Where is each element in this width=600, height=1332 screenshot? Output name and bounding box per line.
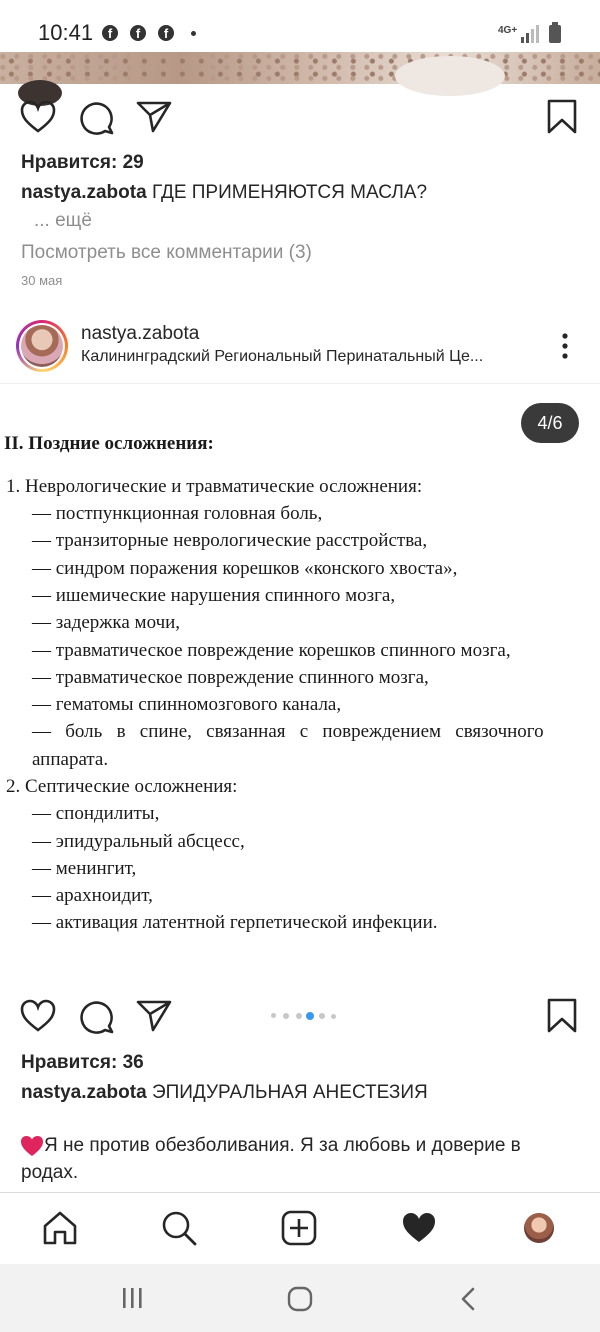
post-caption [21, 1082, 428, 1104]
page-dot-active [306, 1012, 314, 1020]
facebook-notification-icon: f [158, 25, 174, 41]
doc-line: — арахноидит, [32, 885, 153, 906]
status-time: 10:41 [38, 20, 94, 45]
activity-heart-filled-icon[interactable] [401, 1211, 437, 1245]
doc-line: аппарата. [32, 749, 109, 770]
doc-line: — травматическое повреждение корешков спинного мозга, [32, 640, 511, 661]
caption-username[interactable]: nastya.zabota [21, 182, 147, 203]
signal-icon [520, 24, 542, 44]
post-image-previous[interactable] [0, 52, 600, 84]
caption-text: ЭПИДУРАЛЬНАЯ АНЕСТЕЗИЯ [151, 1082, 428, 1103]
like-heart-icon[interactable] [20, 999, 56, 1033]
share-paper-plane-icon[interactable] [136, 999, 172, 1033]
image-detail [395, 56, 505, 96]
caption-text: ГДЕ ПРИМЕНЯЮТСЯ МАСЛА? [151, 182, 428, 203]
caption-more-link[interactable]: ... ещё [34, 210, 92, 231]
facebook-notification-icon: f [102, 25, 118, 41]
doc-line: — транзиторные неврологические расстройства, [32, 530, 428, 551]
back-icon[interactable] [458, 1286, 478, 1312]
status-bar [0, 0, 600, 52]
avatar-border [19, 323, 65, 369]
home-icon[interactable] [42, 1210, 78, 1246]
doc-line: — менингит, [32, 858, 137, 879]
add-post-icon[interactable] [281, 1210, 317, 1246]
doc-heading: II. Поздние осложнения: [4, 433, 214, 454]
post-date: 30 мая [21, 273, 63, 288]
doc-line: 1. Неврологические и травматические осложнения: [6, 476, 423, 497]
bottom-navigation [0, 1192, 600, 1265]
doc-line: — ишемические нарушения спинного мозга, [32, 585, 396, 606]
likes-count[interactable]: Нравится: 29 [21, 152, 144, 173]
caption-body-line: Я не против обезболивания. Я за любовь и доверие в [44, 1135, 521, 1156]
caption-body-line: родах. [21, 1162, 79, 1183]
network-type: 4G+ [498, 25, 518, 36]
doc-line: 2. Септические осложнения: [6, 776, 238, 797]
home-button-icon[interactable] [287, 1286, 313, 1312]
post-location[interactable]: Калининградский Региональный Перинатальный Це... [81, 348, 484, 365]
page-dot [283, 1013, 289, 1019]
facebook-notification-icon: f [130, 25, 146, 41]
page-dot [271, 1013, 276, 1018]
page-dot [319, 1013, 325, 1019]
comment-icon[interactable] [79, 999, 115, 1035]
view-comments-link[interactable]: Посмотреть все комментарии (3) [21, 242, 312, 263]
doc-line: — боль в спине, связанная с повреждением связочного [32, 721, 544, 742]
doc-line: — синдром поражения корешков «конского хвоста», [32, 558, 458, 579]
divider [0, 383, 600, 384]
doc-line: — активация латентной герпетической инфекции. [32, 912, 438, 933]
more-notifications-icon [191, 31, 196, 36]
avatar [21, 325, 63, 367]
doc-line: — эпидуральный абсцесс, [32, 831, 245, 852]
page-dot [296, 1013, 302, 1019]
doc-line: — задержка мочи, [32, 612, 181, 633]
like-heart-icon[interactable] [20, 100, 56, 134]
system-navigation-bar [0, 1264, 600, 1332]
share-paper-plane-icon[interactable] [136, 100, 172, 134]
doc-line: — постпункционная головная боль, [32, 503, 323, 524]
doc-line: — гематомы спинномозгового канала, [32, 694, 342, 715]
carousel-page-indicator [270, 1012, 340, 1020]
post-image-document[interactable] [0, 388, 600, 968]
likes-count[interactable]: Нравится: 36 [21, 1052, 144, 1073]
profile-avatar[interactable] [524, 1213, 554, 1243]
doc-line: — травматическое повреждение спинного мозга, [32, 667, 429, 688]
battery-icon [548, 22, 562, 44]
caption-username[interactable]: nastya.zabota [21, 1082, 147, 1103]
recent-apps-icon[interactable] [120, 1286, 146, 1310]
save-bookmark-icon[interactable] [546, 99, 578, 135]
comment-icon[interactable] [79, 100, 115, 136]
page-dot [331, 1014, 336, 1019]
post-caption [21, 182, 427, 204]
story-ring-avatar[interactable] [16, 320, 68, 372]
doc-line: — спондилиты, [32, 803, 160, 824]
save-bookmark-icon[interactable] [546, 998, 578, 1034]
more-options-icon[interactable] [560, 332, 570, 360]
red-heart-emoji-icon [20, 1135, 44, 1157]
search-icon[interactable] [161, 1210, 197, 1246]
post-username[interactable]: nastya.zabota [81, 323, 200, 344]
carousel-counter: 4/6 [521, 403, 579, 443]
